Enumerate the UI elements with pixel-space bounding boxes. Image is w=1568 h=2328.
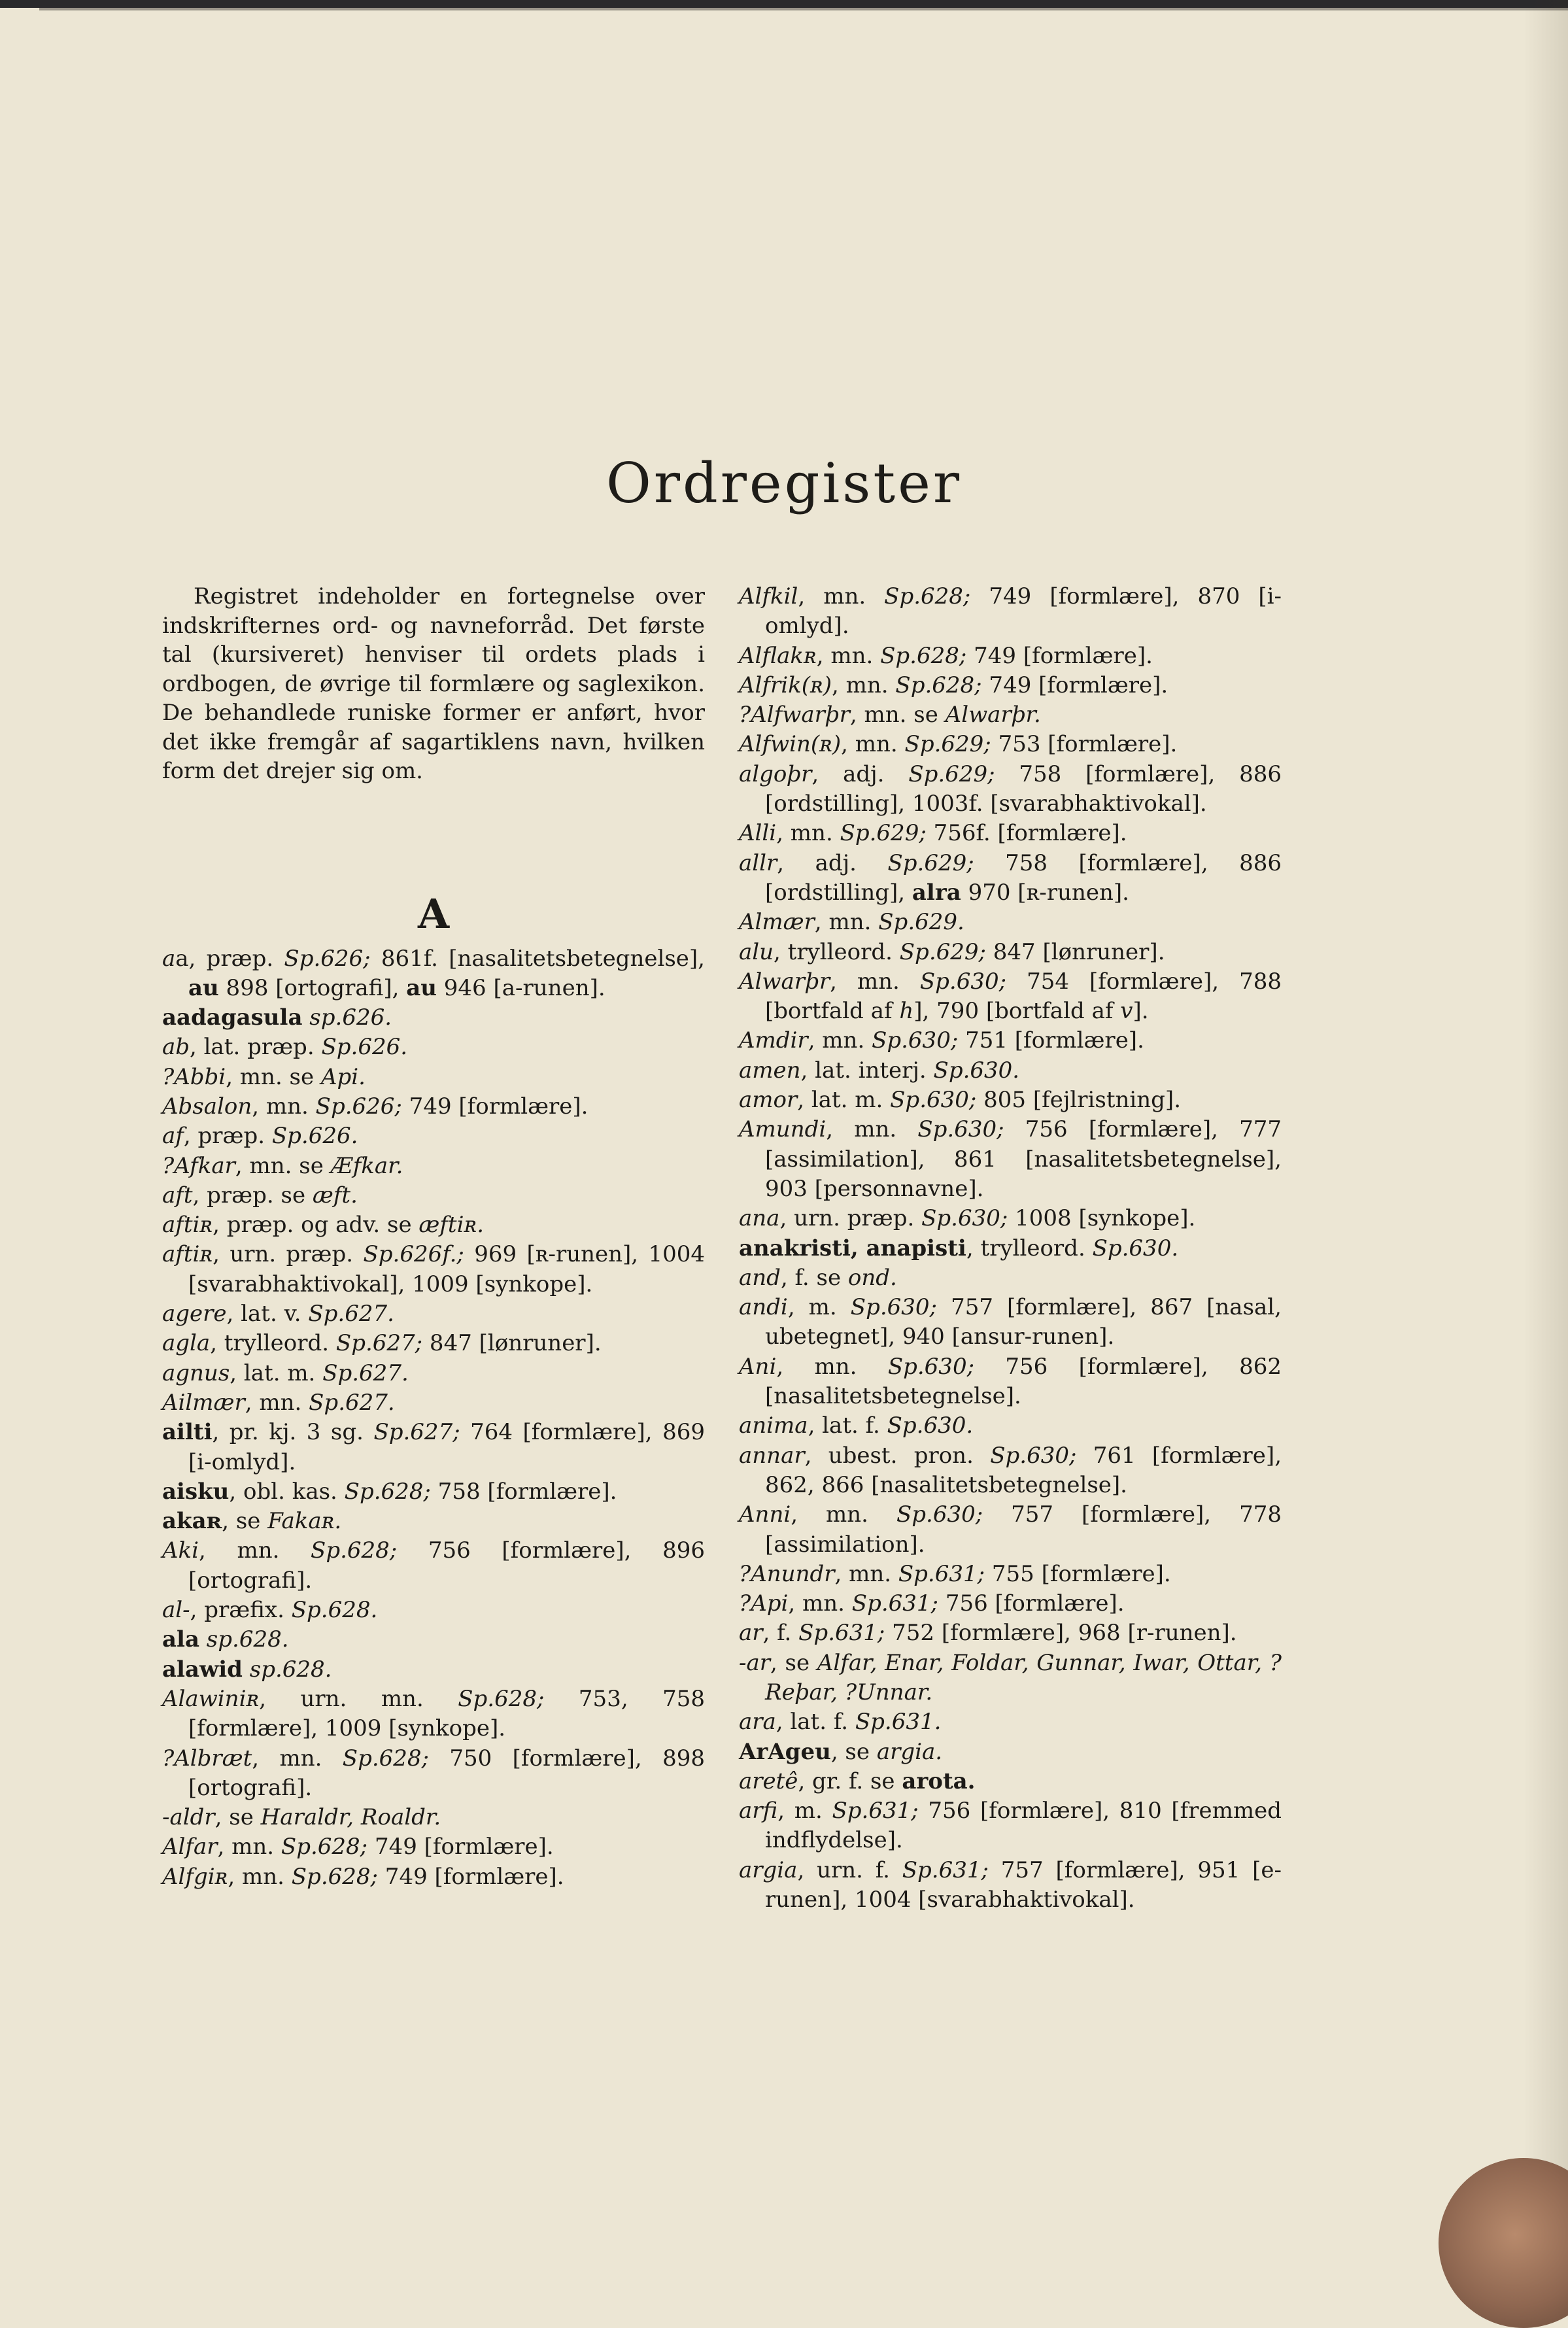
index-entry xyxy=(739,938,1282,967)
entry-text: Alfwin(ʀ) xyxy=(739,731,842,758)
entry-text: ?Alfwarþr xyxy=(739,702,850,728)
index-entry xyxy=(162,1685,705,1744)
entry-text: 847 [lønruner]. xyxy=(985,938,1165,965)
entry-text: Sp.628; xyxy=(311,1537,398,1564)
entry-text: akaʀ xyxy=(162,1508,222,1535)
entry-text: Sp.628. xyxy=(291,1597,378,1624)
entry-text: , f. xyxy=(762,1620,799,1647)
entry-text: aft xyxy=(162,1182,193,1208)
entry-text: Sp.630. xyxy=(1092,1235,1179,1261)
entry-text: ar xyxy=(739,1620,763,1647)
index-entry xyxy=(739,1115,1282,1204)
entry-text: , mn. xyxy=(814,909,879,936)
index-entry xyxy=(739,1411,1282,1441)
index-entry xyxy=(739,1796,1282,1856)
index-entry xyxy=(162,1063,705,1092)
entry-text: 756 [formlære]. xyxy=(938,1590,1125,1617)
page-title: Ordregister xyxy=(605,451,963,515)
entry-text: Sp.631; xyxy=(798,1620,885,1647)
entry-text: -ar xyxy=(739,1649,771,1676)
entry-text: Sp.628; xyxy=(880,642,967,669)
entry-text: 753 [formlære]. xyxy=(991,731,1178,758)
thumb xyxy=(1439,2158,1568,2328)
entry-text: , mn. xyxy=(788,1590,852,1617)
entry-text: Sp.627; xyxy=(335,1330,423,1357)
entry-text: Absalon xyxy=(162,1093,252,1120)
entry-text: , præp. og adv. se xyxy=(213,1212,419,1239)
entry-text: 749 [formlære]. xyxy=(981,672,1168,698)
entry-text: , mn. xyxy=(228,1863,292,1890)
entry-text: algoþr xyxy=(739,761,812,787)
entry-text: 898 [ortografi], xyxy=(218,974,407,1001)
entry-text: sp.626. xyxy=(309,1004,392,1031)
index-entry xyxy=(162,1033,705,1062)
entry-text: ArAgeu xyxy=(739,1738,831,1765)
entry-text: , mn. se xyxy=(849,702,946,728)
entry-text: 756 [formlære], 862 [nasalitetsbetegnelse]. xyxy=(765,1353,1282,1410)
entry-text: , trylleord. xyxy=(774,938,900,965)
entry-text: , gr. f. se xyxy=(798,1768,902,1794)
entry-text: , lat. f. xyxy=(775,1709,855,1736)
entry-text: Sp.627. xyxy=(308,1301,394,1327)
entry-text: 756 [formlære], 777 [assimilation], 861 [nasalitetsbetegnelse], 903 [personnavne]. xyxy=(765,1116,1282,1202)
entry-text: Almær xyxy=(739,909,815,936)
entry-text: Æfkar. xyxy=(330,1152,403,1179)
entry-text: alra xyxy=(912,879,961,906)
entry-text: Sp.629; xyxy=(899,938,986,965)
entry-text: 970 [ʀ-runen]. xyxy=(961,879,1129,906)
entry-text: Sp.630; xyxy=(890,1087,977,1114)
entry-text: 761 [formlære], 862, 866 [nasalitetsbetegnelse]. xyxy=(765,1442,1282,1498)
entry-text: , urn. mn. xyxy=(259,1685,458,1712)
entry-text: 751 [formlære]. xyxy=(958,1027,1144,1054)
entry-text: Sp.628; xyxy=(344,1478,431,1505)
page-edge-shadow xyxy=(1524,0,1568,2272)
index-entry xyxy=(162,1299,705,1329)
entry-text: alu xyxy=(739,938,774,965)
entry-text: , trylleord. xyxy=(210,1330,336,1357)
entry-text: argia. xyxy=(876,1738,943,1765)
index-entry xyxy=(162,1507,705,1536)
entry-text: Sp.631; xyxy=(832,1798,919,1824)
entry-text: Haraldr, Roaldr. xyxy=(260,1804,441,1831)
entry-text xyxy=(243,1656,250,1683)
index-entry xyxy=(162,1210,705,1240)
entry-text: , se xyxy=(770,1649,817,1676)
entry-text: , mn. xyxy=(252,1745,343,1772)
index-entry xyxy=(739,730,1282,759)
index-entry xyxy=(739,1618,1282,1648)
entry-text: , se xyxy=(830,1738,877,1765)
index-entry xyxy=(739,1649,1282,1708)
index-entry xyxy=(739,642,1282,671)
entry-text: 1008 [synkope]. xyxy=(1008,1205,1196,1232)
entry-text: , mn. se xyxy=(226,1063,321,1090)
entry-text: , urn. præp. xyxy=(779,1205,922,1232)
index-entry xyxy=(162,1240,705,1299)
entry-text: Sp.626f.; xyxy=(363,1241,464,1268)
entry-text: 757 [formlære], 867 [nasal, ubetegnet], 940 [ansur-runen]. xyxy=(765,1294,1282,1350)
index-entry xyxy=(739,1263,1282,1293)
intro-paragraph: Registret indeholder en fortegnelse over indskrifternes ord- og navneforråd. Det første tal (kursiveret) henviser til ordets plads i ordbogen, de øvrige til formlære og saglexikon. De behandlede runiske former er anført, hvor det ikke fremgår af sagartiklens navn, hvilken form det drejer sig om. xyxy=(162,583,705,784)
entry-text: agnus xyxy=(162,1360,230,1386)
entry-text: Sp.631. xyxy=(855,1709,942,1736)
index-entry xyxy=(162,1388,705,1418)
entry-text: 749 [formlære]. xyxy=(401,1093,588,1120)
entry-text: , mn. xyxy=(841,731,905,758)
index-entry xyxy=(162,1625,705,1654)
entry-text: 756 [formlære], 896 [ortografi]. xyxy=(188,1537,705,1594)
index-entry xyxy=(739,819,1282,848)
entry-text: , lat. m. xyxy=(797,1087,891,1114)
entry-text: ]. xyxy=(1133,998,1149,1025)
entry-text: Anni xyxy=(739,1501,791,1528)
entry-text: , mn. xyxy=(791,1501,896,1528)
index-entry xyxy=(739,1026,1282,1055)
entry-text: Sp.628; xyxy=(291,1863,378,1890)
entry-text: , mn. xyxy=(816,642,881,669)
entry-text: alawid xyxy=(162,1656,243,1683)
entry-text: Alfgiʀ xyxy=(162,1863,228,1890)
index-entry xyxy=(162,1329,705,1358)
index-entry xyxy=(162,1121,705,1151)
entry-text: Alfkil xyxy=(739,583,798,609)
entry-text: Alwarþr xyxy=(739,968,830,995)
entry-text: 805 [fejlristning]. xyxy=(976,1087,1181,1114)
entry-text: 756f. [formlære]. xyxy=(926,820,1127,847)
entry-text: , adj. xyxy=(811,761,909,787)
entry-text: Sp.626; xyxy=(284,945,371,972)
entry-text xyxy=(199,1626,207,1652)
index-entry xyxy=(162,1803,705,1832)
entry-text: v xyxy=(1120,998,1133,1025)
entry-text: , mn. xyxy=(832,672,896,698)
entry-text: af xyxy=(162,1123,184,1150)
entry-text: , se xyxy=(222,1508,268,1535)
entry-text: Amundi xyxy=(739,1116,827,1143)
index-entry xyxy=(739,1204,1282,1233)
entry-text: Fakaʀ. xyxy=(267,1508,342,1535)
entry-text: au xyxy=(406,974,437,1001)
index-entry xyxy=(739,671,1282,700)
entry-text: 969 [ʀ-runen], 1004 [svarabhaktivokal], 1009 [synkope]. xyxy=(188,1241,706,1297)
entry-text: 758 [formlære], 886 [ordstilling], 1003f. [svarabhaktivokal]. xyxy=(765,761,1282,817)
index-entry xyxy=(162,1003,705,1033)
entry-text: Sp.631; xyxy=(851,1590,939,1617)
entry-text: Sp.626. xyxy=(271,1123,358,1150)
entry-text: agla xyxy=(162,1330,211,1357)
entry-text: 749 [formlære]. xyxy=(367,1834,554,1860)
entry-text: , mn. xyxy=(826,1116,918,1143)
entry-text: anakristi, anapisti xyxy=(739,1235,966,1261)
entry-text: , mn. xyxy=(217,1834,281,1860)
entry-text: ?Api xyxy=(739,1590,789,1617)
entry-text: Sp.628; xyxy=(281,1834,368,1860)
entry-text: amen xyxy=(739,1057,801,1084)
index-entry xyxy=(739,1352,1282,1412)
entry-text: , lat. m. xyxy=(230,1360,323,1386)
entry-text: Sp.630. xyxy=(887,1412,974,1439)
entry-text: ?Albræt xyxy=(162,1745,252,1772)
entry-text: ala xyxy=(162,1626,199,1653)
entry-text: , m. xyxy=(787,1294,851,1321)
index-entry xyxy=(739,1856,1282,1915)
index-entry xyxy=(739,1560,1282,1589)
entry-text: Api. xyxy=(320,1063,366,1090)
entry-text: , ubest. pron. xyxy=(804,1442,991,1469)
entry-text: Sp.630; xyxy=(921,1205,1008,1232)
entry-text: argia xyxy=(739,1857,798,1883)
entry-text: amor xyxy=(739,1087,798,1114)
entry-text: ab xyxy=(162,1034,190,1061)
entry-text: 757 [formlære], 778 [assimilation]. xyxy=(765,1501,1282,1558)
index-entry xyxy=(739,849,1282,908)
entry-text: Alfar, Enar, Foldar, Gunnar, Iwar, Ottar, ?Reþar, ?Unnar. xyxy=(765,1649,1282,1705)
entry-text: Alli xyxy=(739,820,777,847)
index-entry xyxy=(739,1737,1282,1767)
index-entry xyxy=(739,1293,1282,1352)
entry-text: h xyxy=(899,998,914,1025)
right-column xyxy=(739,582,1282,1915)
entry-text: , mn. xyxy=(776,1353,888,1380)
entry-text: 756 [formlære], 810 [fremmed indflydelse]. xyxy=(765,1798,1282,1854)
entry-text: a, præp. xyxy=(175,945,284,972)
entry-text: , urn. f. xyxy=(797,1857,902,1883)
entry-text: , lat. præp. xyxy=(190,1034,322,1061)
section-letter: A xyxy=(417,889,450,938)
entry-text: Sp.628; xyxy=(884,583,971,609)
entry-text: 750 [formlære], 898 [ortografi]. xyxy=(188,1745,705,1801)
index-entry xyxy=(162,1477,705,1507)
entry-text: 758 [formlære]. xyxy=(430,1478,617,1505)
entry-text: Sp.627; xyxy=(373,1419,460,1446)
index-entry xyxy=(739,582,1282,642)
index-entry xyxy=(162,1092,705,1121)
entry-text: Sp.629; xyxy=(887,849,974,876)
entry-list-left xyxy=(162,944,705,1892)
entry-text: aadagasula xyxy=(162,1004,303,1031)
entry-text: æftiʀ. xyxy=(418,1212,485,1239)
entry-text: 764 [formlære], 869 [i-omlyd]. xyxy=(188,1419,705,1475)
index-entry xyxy=(162,1359,705,1388)
index-entry xyxy=(162,1181,705,1210)
entry-text: arota. xyxy=(902,1768,976,1794)
entry-text: Sp.630; xyxy=(919,968,1007,995)
entry-text: ailti xyxy=(162,1419,213,1446)
entry-text: aftiʀ xyxy=(162,1241,213,1268)
index-entry xyxy=(162,1655,705,1685)
entry-text: agere xyxy=(162,1301,227,1327)
entry-text: Ani xyxy=(739,1353,777,1380)
entry-text: , mn. xyxy=(808,1027,872,1054)
entry-text: sp.628. xyxy=(249,1656,332,1683)
entry-text: , mn. xyxy=(834,1560,898,1587)
entry-text: Alwarþr. xyxy=(945,702,1041,728)
index-entry xyxy=(739,1589,1282,1618)
entry-text: , trylleord. xyxy=(966,1235,1093,1261)
entry-text: , lat. f. xyxy=(808,1412,887,1439)
entry-text: Sp.628; xyxy=(895,672,982,698)
entry-text: 757 [formlære], 951 [e-runen], 1004 [svarabhaktivokal]. xyxy=(765,1857,1282,1913)
index-entry xyxy=(162,1418,705,1477)
entry-text: , mn. xyxy=(798,583,885,609)
index-entry xyxy=(739,1707,1282,1737)
entry-text: Sp.630; xyxy=(850,1294,938,1321)
entry-text: , obl. kas. xyxy=(229,1478,345,1505)
entry-text: annar xyxy=(739,1442,805,1469)
entry-text: , mn. se xyxy=(235,1152,331,1179)
entry-text: , adj. xyxy=(777,849,888,876)
entry-text: ?Afkar xyxy=(162,1152,235,1179)
entry-text: sp.628. xyxy=(206,1626,289,1653)
entry-text: ?Anundr xyxy=(739,1560,835,1587)
entry-text: au xyxy=(188,974,219,1001)
index-entry xyxy=(739,908,1282,937)
index-entry xyxy=(739,1056,1282,1086)
entry-text: 749 [formlære]. xyxy=(378,1863,564,1890)
entry-text: Sp.629; xyxy=(908,761,995,787)
entry-text: Sp.628; xyxy=(342,1745,430,1772)
index-entry xyxy=(739,700,1282,730)
index-entry xyxy=(739,1086,1282,1115)
entry-text: aretê xyxy=(739,1768,798,1794)
index-entry xyxy=(739,1234,1282,1263)
index-entry xyxy=(739,967,1282,1027)
index-entry xyxy=(162,1744,705,1804)
entry-text: Sp.628; xyxy=(458,1685,545,1712)
entry-text: anima xyxy=(739,1412,808,1439)
entry-text: allr xyxy=(739,849,777,876)
entry-text: , lat. interj. xyxy=(800,1057,934,1084)
entry-text: Alfar xyxy=(162,1834,218,1860)
index-entry xyxy=(162,1862,705,1892)
entry-text: Ailmær xyxy=(162,1389,245,1416)
index-entry xyxy=(739,1767,1282,1796)
entry-text: 946 [a-runen]. xyxy=(436,974,605,1001)
entry-text: Sp.626. xyxy=(321,1034,408,1061)
entry-text: , urn. præp. xyxy=(213,1241,364,1268)
entry-text: Sp.629. xyxy=(878,909,964,936)
index-entry xyxy=(162,944,705,1004)
entry-text: ara xyxy=(739,1709,776,1736)
entry-text: Sp.626; xyxy=(315,1093,402,1120)
entry-text: Aki xyxy=(162,1537,199,1564)
entry-text: 749 [formlære]. xyxy=(966,642,1153,669)
left-column xyxy=(162,582,705,1892)
entry-text: Alawiniʀ xyxy=(162,1685,260,1712)
entry-text: ond. xyxy=(847,1264,897,1291)
entry-list-right xyxy=(739,582,1282,1915)
entry-text: a xyxy=(162,945,176,972)
entry-text: , mn. xyxy=(776,820,840,847)
entry-text: Sp.629; xyxy=(904,731,991,758)
entry-text: aisku xyxy=(162,1478,230,1505)
entry-text: Sp.630. xyxy=(933,1057,1020,1084)
entry-text: arfi xyxy=(739,1798,778,1824)
entry-text: , pr. kj. 3 sg. xyxy=(212,1419,374,1446)
entry-text: Sp.627. xyxy=(309,1389,395,1416)
entry-text: Amdir xyxy=(739,1027,808,1054)
index-entry xyxy=(739,1500,1282,1560)
entry-text: , mn. xyxy=(830,968,920,995)
entry-text: , lat. v. xyxy=(226,1301,309,1327)
entry-text: æft. xyxy=(312,1182,358,1208)
entry-text: 752 [formlære], 968 [r-runen]. xyxy=(885,1620,1237,1647)
entry-text: Sp.630; xyxy=(872,1027,959,1054)
entry-text: aftiʀ xyxy=(162,1212,213,1239)
entry-text: Sp.631; xyxy=(902,1857,989,1883)
entry-text: , præp. xyxy=(183,1123,272,1150)
entry-text: 755 [formlære]. xyxy=(985,1560,1171,1587)
entry-text: , se xyxy=(214,1804,261,1831)
entry-text: and xyxy=(739,1264,781,1291)
entry-text: al- xyxy=(162,1597,190,1624)
entry-text: , mn. xyxy=(245,1389,309,1416)
entry-text: , f. se xyxy=(780,1264,848,1291)
entry-text: Sp.630; xyxy=(990,1442,1077,1469)
entry-text xyxy=(302,1004,309,1031)
index-entry xyxy=(162,1832,705,1862)
index-entry xyxy=(162,1152,705,1181)
entry-text: ], 790 [bortfald af xyxy=(913,998,1121,1025)
entry-text: andi xyxy=(739,1294,788,1321)
top-edge-shadow xyxy=(39,8,1568,10)
entry-text: ana xyxy=(739,1205,780,1232)
entry-text: , m. xyxy=(777,1798,832,1824)
index-entry xyxy=(162,1536,705,1596)
entry-text: Sp.629; xyxy=(840,820,927,847)
entry-text: , præfix. xyxy=(190,1597,292,1624)
entry-text: 758 [formlære], 886 [ordstilling], xyxy=(765,849,1282,906)
entry-text: 749 [formlære], 870 [i-omlyd]. xyxy=(765,583,1282,640)
entry-text: , mn. xyxy=(199,1537,311,1564)
index-entry xyxy=(162,1596,705,1625)
index-entry xyxy=(739,1441,1282,1501)
entry-text: Alfrik(ʀ) xyxy=(739,672,832,698)
entry-text: , mn. xyxy=(252,1093,316,1120)
entry-text: 847 [lønruner]. xyxy=(422,1330,602,1357)
entry-text: 861f. [nasalitetsbetegnelse], xyxy=(370,945,705,972)
top-edge xyxy=(0,0,1568,8)
index-entry xyxy=(739,760,1282,819)
entry-text: Alflakʀ xyxy=(739,642,817,669)
entry-text: -aldr xyxy=(162,1804,215,1831)
entry-text: 753, 758 [formlære], 1009 [synkope]. xyxy=(188,1685,705,1742)
entry-text: 754 [formlære], 788 [bortfald af xyxy=(765,968,1282,1025)
entry-text: Sp.630; xyxy=(896,1501,983,1528)
entry-text: Sp.630; xyxy=(887,1353,975,1380)
entry-text: Sp.627. xyxy=(322,1360,409,1386)
entry-text: Sp.631; xyxy=(898,1560,985,1587)
entry-text: , præp. se xyxy=(192,1182,313,1208)
entry-text: ?Abbi xyxy=(162,1063,226,1090)
entry-text: Sp.630; xyxy=(917,1116,1004,1143)
